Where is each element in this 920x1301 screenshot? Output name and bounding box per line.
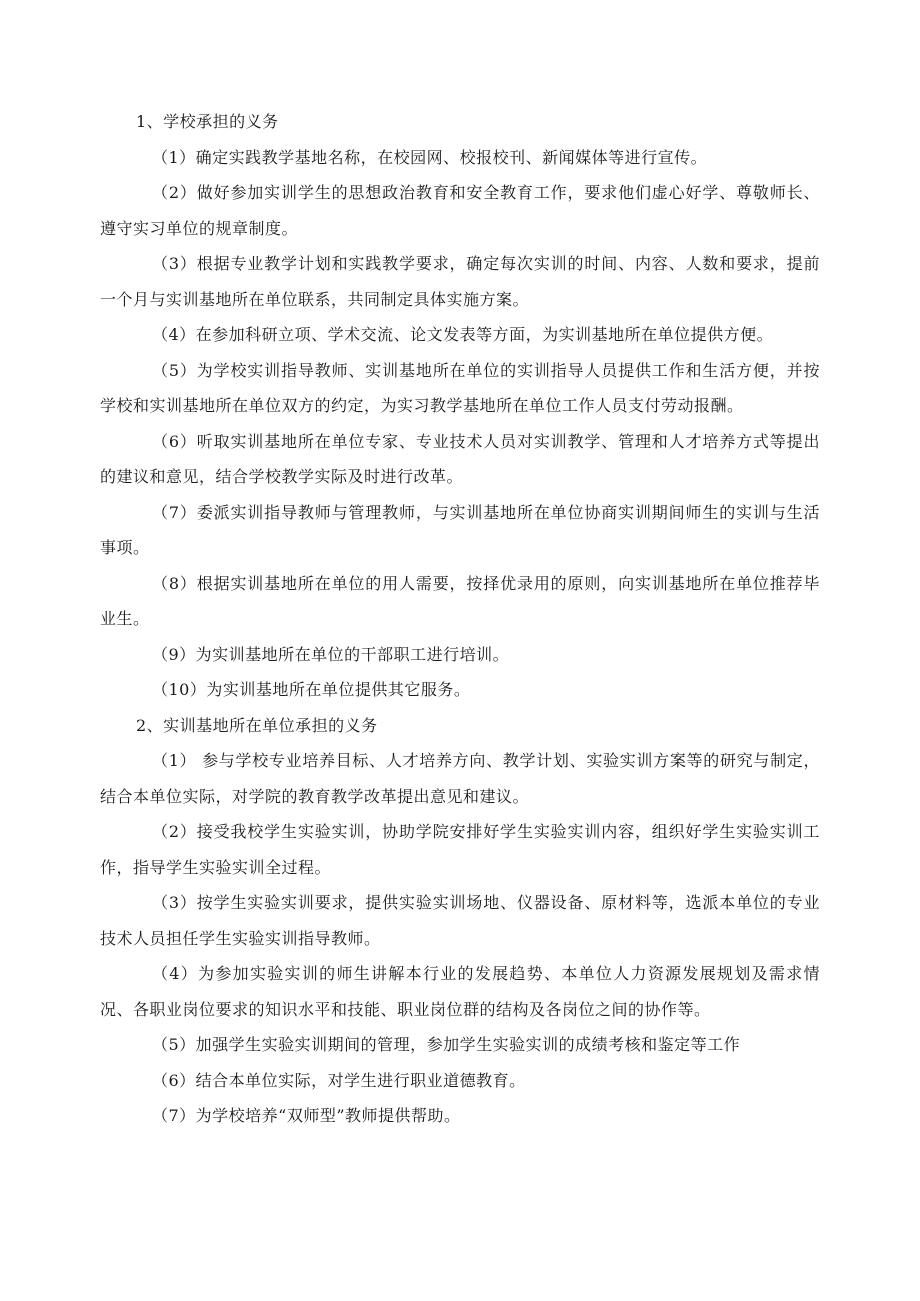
section-1-item-7: （7）委派实训指导教师与管理教师，与实训基地所在单位协商实训期间师生的实训与生活事项。	[100, 502, 820, 557]
section-1-item-1: （1）确定实践教学基地名称，在校园网、校报校刊、新闻媒体等进行宣传。	[152, 147, 708, 167]
section-1-heading: 1、学校承担的义务	[136, 112, 279, 131]
section-1-item-8: （8）根据实训基地所在单位的用人需要，按择优录用的原则，向实训基地所在单位推荐毕业生。	[100, 573, 820, 628]
section-2-item-3: （3）按学生实验实训要求，提供实验实训场地、仪器设备、原材料等，选派本单位的专业技术人员担任学生实验实训指导教师。	[100, 893, 820, 948]
section-2-item-5: （5）加强学生实验实训期间的管理，参加学生实验实训的成绩考核和鉴定等工作	[152, 1035, 741, 1054]
section-2-item-6: （6）结合本单位实际，对学生进行职业道德教育。	[152, 1070, 526, 1090]
document-body	[100, 104, 820, 1134]
section-2-item-4: （4）为参加实验实训的师生讲解本行业的发展趋势、本单位人力资源发展规划及需求情况、各职业岗位要求的知识水平和技能、职业岗位群的结构及各岗位之间的协作等。	[100, 964, 820, 1019]
section-1-item-6: （6）听取实训基地所在单位专家、专业技术人员对实训教学、管理和人才培养方式等提出的建议和意见，结合学校教学实际及时进行改革。	[100, 431, 820, 486]
section-2-item-2: （2）接受我校学生实验实训，协助学院安排好学生实验实训内容，组织好学生实验实训工作，指导学生实验实训全过程。	[100, 822, 820, 877]
section-2-item-7: （7）为学校培养“双师型”教师提供帮助。	[152, 1106, 461, 1125]
section-1-item-10: （10）为实训基地所在单位提供其它服务。	[152, 680, 471, 699]
section-1-item-3: （3）根据专业教学计划和实践教学要求，确定每次实训的时间、内容、人数和要求，提前一个月与实训基地所在单位联系，共同制定具体实施方案。	[100, 254, 820, 309]
section-1-item-9: （9）为实训基地所在单位的干部职工进行培训。	[152, 644, 510, 664]
section-2-item-1: （1） 参与学校专业培养目标、人才培养方向、教学计划、实验实训方案等的研究与制定，结合本单位实际，对学院的教育教学改革提出意见和建议。	[100, 751, 820, 806]
section-1-item-4: （4）在参加科研立项、学术交流、论文发表等方面，为实训基地所在单位提供方便。	[152, 325, 774, 344]
section-1-item-2: （2）做好参加实训学生的思想政治教育和安全教育工作，要求他们虚心好学、尊敬师长、遵守实习单位的规章制度。	[100, 183, 820, 238]
section-1-item-5: （5）为学校实训指导教师、实训基地所在单位的实训指导人员提供工作和生活方便，并按学校和实训基地所在单位双方的约定，为实习教学基地所在单位工作人员支付劳动报酬。	[100, 360, 820, 415]
section-2-heading: 2、实训基地所在单位承担的义务	[136, 715, 378, 735]
